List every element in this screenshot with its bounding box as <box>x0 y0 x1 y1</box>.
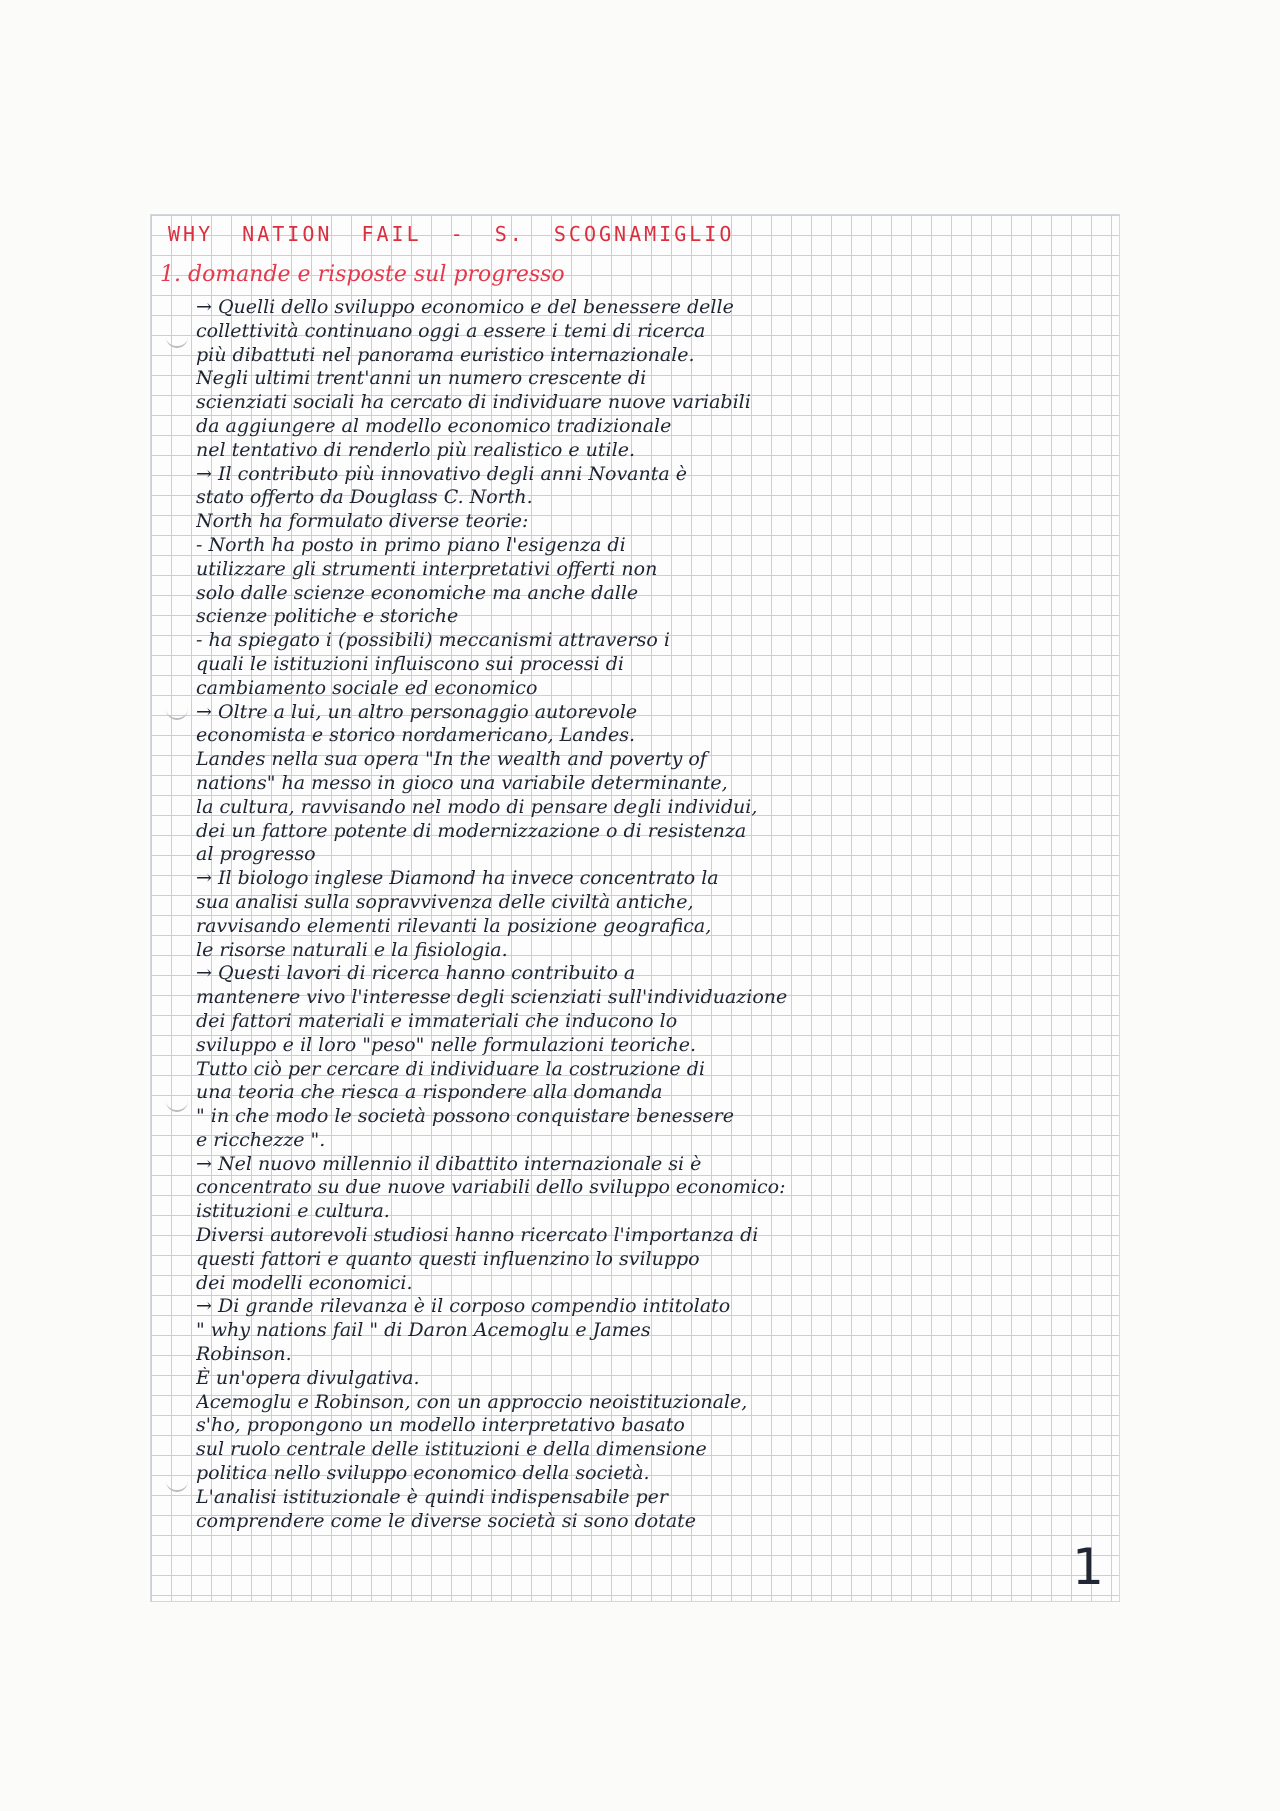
note-line: → Oltre a lui, un altro personaggio autorevole <box>196 700 638 723</box>
note-line: Landes nella sua opera "In the wealth and poverty of <box>196 748 707 771</box>
note-line: comprendere come le diverse società si sono dotate <box>196 1509 697 1532</box>
note-line: scienziati sociali ha cercato di individuare nuove variabili <box>196 391 751 414</box>
note-line: Tutto ciò per cercare di individuare la costruzione di <box>196 1057 705 1080</box>
note-line: " why nations fail " di Daron Acemoglu e James <box>196 1319 651 1342</box>
note-line: dei un fattore potente di modernizzazione o di resistenza <box>196 819 747 842</box>
note-line: politica nello sviluppo economico della società. <box>196 1462 650 1485</box>
note-line: → Nel nuovo millennio il dibattito internazionale si è <box>196 1152 702 1175</box>
note-line: scienze politiche e storiche <box>196 605 459 628</box>
note-line: sul ruolo centrale delle istituzioni e della dimensione <box>196 1438 707 1461</box>
note-line: s'ho, propongono un modello interpretativo basato <box>196 1414 685 1437</box>
note-line: → Quelli dello sviluppo economico e del benessere delle <box>196 296 734 318</box>
note-line: solo dalle scienze economiche ma anche dalle <box>196 581 639 604</box>
note-line: utilizzare gli strumenti interpretativi offerti non <box>196 557 658 580</box>
note-line: mantenere vivo l'interesse degli scienziati sull'individuazione <box>196 986 788 1009</box>
note-line: collettività continuano oggi a essere i temi di ricerca <box>196 319 706 342</box>
note-line: nel tentativo di renderlo più realistico e utile. <box>196 438 635 461</box>
note-line: ravvisando elementi rilevanti la posizione geografica, <box>196 914 712 937</box>
page-title: WHY NATION FAIL - S. SCOGNAMIGLIO <box>168 222 735 246</box>
note-line: concentrato su due nuove variabili dello sviluppo economico: <box>196 1176 786 1199</box>
note-line: stato offerto da Douglass C. North. <box>196 486 533 509</box>
note-line: dei modelli economici. <box>196 1271 413 1294</box>
note-line: economista e storico nordamericano, Landes. <box>196 724 636 747</box>
note-line: " in che modo le società possono conquistare benessere <box>196 1105 734 1128</box>
note-line: questi fattori e quanto questi influenzino lo sviluppo <box>196 1247 700 1270</box>
note-line: → Questi lavori di ricerca hanno contribuito a <box>196 962 636 985</box>
page-number: 1 <box>1072 1538 1104 1596</box>
note-line: e ricchezze ". <box>196 1128 326 1151</box>
note-line: più dibattuti nel panorama euristico internazionale. <box>196 343 695 366</box>
note-line: sua analisi sulla sopravvivenza delle civiltà antiche, <box>196 890 694 913</box>
note-line: → Il biologo inglese Diamond ha invece concentrato la <box>196 867 719 890</box>
note-line: dei fattori materiali e immateriali che inducono lo <box>196 1009 678 1032</box>
section-heading: 1. domande e risposte sul progresso <box>160 262 565 287</box>
note-line: È un'opera divulgativa. <box>196 1366 420 1389</box>
note-line: L'analisi istituzionale è quindi indispensabile per <box>196 1485 669 1508</box>
note-line: nations" ha messo in gioco una variabile determinante, <box>196 771 728 794</box>
note-line: → Il contributo più innovativo degli anni Novanta è <box>196 462 687 485</box>
note-line: sviluppo e il loro "peso" nelle formulazioni teoriche. <box>196 1033 696 1056</box>
note-line: Negli ultimi trent'anni un numero crescente di <box>196 367 647 390</box>
note-line: istituzioni e cultura. <box>196 1200 390 1223</box>
note-line: quali le istituzioni influiscono sui processi di <box>196 652 624 675</box>
note-line: - ha spiegato i (possibili) meccanismi attraverso i <box>196 629 670 652</box>
note-line: cambiamento sociale ed economico <box>196 676 538 699</box>
note-line: le risorse naturali e la fisiologia. <box>196 938 508 961</box>
note-line: - North ha posto in primo piano l'esigenza di <box>196 533 626 556</box>
note-line: Robinson. <box>196 1343 292 1366</box>
note-line: North ha formulato diverse teorie: <box>196 510 529 533</box>
handwritten-notes <box>196 296 1096 1533</box>
note-line: da aggiungere al modello economico tradizionale <box>196 414 672 437</box>
note-line: Acemoglu e Robinson, con un approccio neoistituzionale, <box>196 1390 748 1413</box>
note-line: → Di grande rilevanza è il corposo compendio intitolato <box>196 1295 731 1318</box>
note-line: la cultura, ravvisando nel modo di pensare degli individui, <box>196 795 758 818</box>
note-line: Diversi autorevoli studiosi hanno ricercato l'importanza di <box>196 1224 759 1247</box>
note-line: una teoria che riesca a rispondere alla domanda <box>196 1081 663 1104</box>
note-line: al progresso <box>196 843 316 866</box>
